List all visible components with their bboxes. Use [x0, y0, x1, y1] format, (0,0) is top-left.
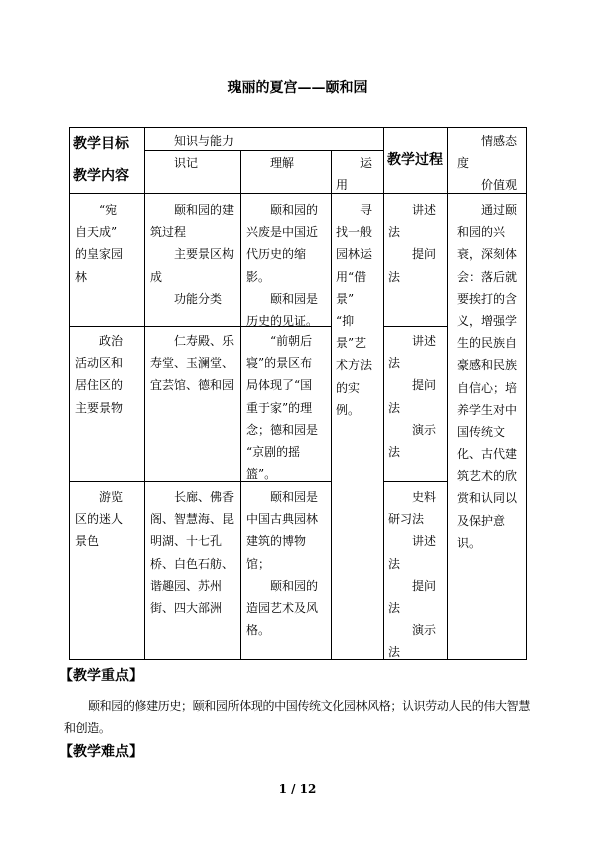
teaching-process-label: 教学过程: [387, 152, 443, 168]
text-line: 宜芸馆、德和园: [150, 378, 235, 393]
text-line: 养学生对中: [457, 402, 518, 417]
text-line: 讲述: [412, 534, 437, 549]
text-line: 法: [388, 600, 401, 615]
row-1-content: [75, 199, 144, 288]
text-line: 颐和园的建: [174, 203, 235, 217]
lesson-plan-table: [69, 127, 527, 660]
difficulties-heading: 【教学难点】: [59, 744, 143, 760]
text-line: 阁、智慧海、昆: [150, 512, 235, 527]
text-line: 国传统文: [457, 424, 506, 439]
text-line: 林: [75, 269, 88, 284]
text-line: 化、古代建: [457, 447, 518, 462]
text-line: 及保护意: [457, 513, 506, 528]
text-line: 术方法: [336, 358, 373, 373]
text-line: 讲述: [412, 203, 437, 217]
text-line: 中国古典园林: [246, 512, 319, 527]
text-line: 区的迷人: [75, 512, 124, 527]
text-line: “前朝后: [270, 334, 313, 348]
text-line: 仁寿殿、乐: [174, 334, 235, 348]
page-title: 瑰丽的夏宫——颐和园: [227, 80, 368, 96]
text-line: 演示: [412, 623, 437, 638]
text-line: 格。: [246, 623, 271, 638]
knowledge-ability-label: 知识与能力: [174, 134, 235, 148]
recall-label: 识记: [174, 156, 199, 170]
text-line: 衰，深刻体: [457, 247, 518, 262]
text-line: 义，增强学: [457, 313, 518, 328]
text-line: 长廊、佛香: [174, 490, 235, 504]
text-line: 的皇家园: [75, 247, 124, 262]
page-number: 1 / 12: [278, 782, 317, 796]
text-line: 影。: [246, 269, 271, 284]
row-1-recall-item: [150, 288, 240, 310]
teaching-goal-label: 教学目标: [73, 136, 129, 152]
text-line: 法: [388, 269, 401, 284]
text-line: 建筑的博物: [246, 534, 307, 549]
key-points-text: [64, 695, 530, 739]
text-line: 景”艺: [336, 336, 367, 351]
text-line: 法: [388, 556, 401, 571]
teaching-content-label: 教学内容: [73, 168, 129, 184]
text-line: 重于家”的理: [246, 400, 313, 415]
text-line: 筑艺术的欣: [457, 469, 518, 484]
text-line: 颐和园的: [270, 203, 319, 217]
row-1-understand-cell: [240, 193, 332, 327]
text-line: 居住区的: [75, 378, 124, 393]
text-line: 桥、白色石舫、: [150, 556, 235, 571]
text-line: 活动区和: [75, 356, 124, 371]
row-1-understand-item: [246, 199, 331, 288]
row-3-content: [75, 486, 144, 553]
text-line: 颐和园的: [270, 578, 319, 593]
row-3-content-cell: [69, 481, 145, 660]
row-2-understand-cell: [240, 326, 332, 482]
text-line: “宛: [99, 203, 118, 217]
text-line: 寿堂、玉澜堂、: [150, 356, 235, 371]
text-line: 法: [388, 356, 401, 371]
text-line: 街、四大部洲: [150, 600, 223, 615]
header-process-cell: [383, 127, 448, 194]
row-2-recall-cell: [144, 326, 241, 482]
text-line: 主要景区构: [174, 247, 235, 262]
text-line: 颐和园是: [270, 291, 319, 306]
row-1-content-cell: [69, 193, 145, 327]
text-line: 自天成”: [75, 225, 118, 240]
text-line: 局体现了“国: [246, 378, 313, 393]
row-2-process-item: [388, 419, 447, 463]
text-line: 自信心；培: [457, 380, 518, 395]
apply-body: [336, 199, 383, 421]
text-line: 提问: [412, 247, 437, 262]
text-line: 史料: [412, 490, 437, 504]
text-line: 景”: [336, 291, 355, 306]
row-2-process-item: [388, 330, 447, 374]
text-line: 提问: [412, 578, 437, 593]
text-line: 要挨打的含: [457, 291, 518, 306]
text-line: 景色: [75, 534, 100, 549]
text-line: 成: [150, 269, 163, 284]
apply-label: [336, 152, 383, 196]
row-2-content: [75, 330, 144, 419]
text-line: 赏和认同以: [457, 491, 518, 506]
text-line: 会：落后就: [457, 269, 518, 284]
text-line: 馆；: [246, 556, 271, 571]
text-line: 功能分类: [174, 291, 223, 306]
header-understand-cell: [240, 150, 332, 194]
text-line: 颐和园是: [270, 490, 319, 504]
text-line: 寻: [360, 203, 373, 217]
text-line: 颐和园的修建历史；颐和园所体现的中国传统文化园林风格；认识劳动人民的伟大智慧: [88, 699, 530, 713]
row-3-understand-cell: [240, 481, 332, 660]
text-line: 找一般: [336, 225, 373, 240]
text-line: “抑: [336, 313, 355, 328]
text-line: 兴废是中国近: [246, 225, 319, 240]
text-line: 法: [388, 444, 401, 459]
text-line: 价值观: [481, 178, 518, 193]
attitude-body: [457, 199, 526, 554]
row-3-process-item: [388, 486, 447, 530]
text-line: 法: [388, 645, 401, 660]
text-line: “京剧的摇: [246, 444, 301, 459]
text-line: 例。: [336, 402, 361, 417]
text-line: 和园的兴: [457, 225, 506, 240]
row-1-recall-item: [150, 243, 240, 287]
header-goal-content-cell: [69, 127, 145, 194]
text-line: 篮”。: [246, 467, 277, 482]
text-line: 历史的见证。: [246, 313, 319, 328]
row-2-recall-item: [150, 330, 240, 397]
row-3-recall-cell: [144, 481, 241, 660]
text-line: 主要景物: [75, 400, 124, 415]
row-3-recall-item: [150, 486, 240, 619]
understand-label: 理解: [270, 156, 295, 170]
header-apply-cell: [331, 150, 384, 194]
text-line: 情感态: [481, 134, 518, 148]
row-1-process-item: [388, 199, 447, 243]
text-line: 豪感和民族: [457, 358, 518, 373]
text-line: 法: [388, 400, 401, 415]
text-line: 筑过程: [150, 225, 187, 240]
text-line: 寝”的景区布: [246, 356, 313, 371]
row-2-process-item: [388, 374, 447, 418]
text-line: 法: [388, 225, 401, 240]
row-3-understand-item: [246, 486, 331, 575]
text-line: 运: [360, 156, 373, 170]
text-line: 演示: [412, 422, 437, 437]
row-1-recall-cell: [144, 193, 241, 327]
text-line: 代历史的缩: [246, 247, 307, 262]
text-line: 造园艺术及风: [246, 600, 319, 615]
row-1-recall-item: [150, 199, 240, 243]
text-line: 的实: [336, 380, 361, 395]
text-line: 园林运: [336, 247, 373, 262]
attitude-body-cell: [447, 193, 527, 660]
row-1-process-item: [388, 243, 447, 287]
row-3-process-cell: [383, 481, 448, 660]
text-line: 用“借: [336, 269, 367, 284]
text-line: 谐趣园、苏州: [150, 578, 223, 593]
row-2-content-cell: [69, 326, 145, 482]
text-line: 提问: [412, 378, 437, 393]
header-attitude-values-cell: [447, 127, 527, 194]
text-line: 生的民族自: [457, 336, 518, 351]
text-line: 游览: [99, 490, 124, 504]
text-line: 识。: [457, 535, 482, 550]
apply-body-cell: [331, 193, 384, 660]
text-line: 用: [336, 178, 349, 193]
text-line: 讲述: [412, 334, 437, 348]
header-knowledge-ability-cell: [144, 127, 384, 151]
row-3-process-item: [388, 619, 447, 663]
text-line: 和创造。: [64, 721, 111, 735]
text-line: 通过颐: [481, 203, 518, 217]
key-points-heading: 【教学重点】: [59, 668, 143, 684]
row-2-understand-item: [246, 330, 331, 485]
attitude-label: [457, 130, 526, 174]
row-2-process-cell: [383, 326, 448, 482]
row-3-process-item: [388, 575, 447, 619]
text-line: 念；德和园是: [246, 422, 319, 437]
header-recall-cell: [144, 150, 241, 194]
text-line: 明湖、十七孔: [150, 534, 223, 549]
row-1-process-cell: [383, 193, 448, 327]
row-3-process-item: [388, 530, 447, 574]
text-line: 研习法: [388, 512, 425, 527]
row-3-understand-item: [246, 575, 331, 642]
text-line: 政治: [99, 334, 124, 348]
text-line: 度: [457, 156, 470, 171]
